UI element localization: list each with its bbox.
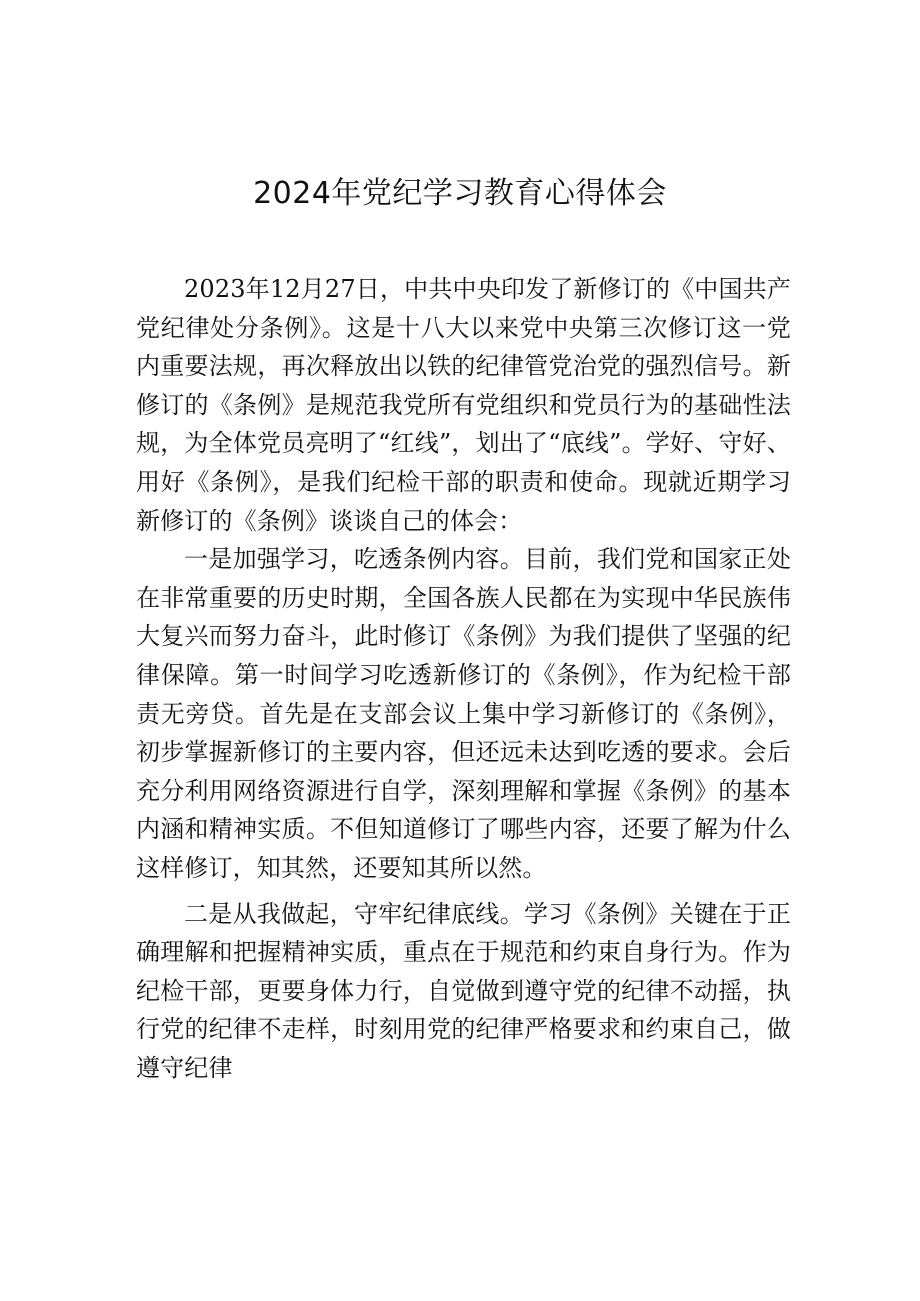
- paragraph-point-two: 二是从我做起，守牢纪律底线。学习《条例》关键在于正确理解和把握精神实质，重点在于规范和约束自身行为。作为纪检干部，更要身体力行，自觉做到遵守党的纪律不动摇，执行党的纪律不走样，时刻用党的纪律严格要求和约束自己，做遵守纪律: [136, 899, 791, 1082]
- paragraph-intro: 2023年12月27日，中共中央印发了新修订的《中国共产党纪律处分条例》。这是十八大以来党中央第三次修订这一党内重要法规，再次释放出以铁的纪律管党治党的强烈信号。新修订的《条例》是规范我党所有党组织和党员行为的基础性法规，为全体党员亮明了“红线”，划出了“底线”。学好、守好、用好《条例》，是我们纪检干部的职责和使命。现就近期学习新修订的《条例》谈谈自己的体会：: [136, 275, 791, 535]
- paragraph-point-one: 一是加强学习，吃透条例内容。目前，我们党和国家正处在非常重要的历史时期，全国各族人民都在为实现中华民族伟大复兴而努力奋斗，此时修订《条例》为我们提供了坚强的纪律保障。第一时间学习吃透新修订的《条例》，作为纪检干部责无旁贷。首先是在支部会议上集中学习新修订的《条例》，初步掌握新修订的主要内容，但还远未达到吃透的要求。会后充分利用网络资源进行自学，深刻理解和掌握《条例》的基本内涵和精神实质。不但知道修订了哪些内容，还要了解为什么这样修订，知其然，还要知其所以然。: [136, 545, 791, 882]
- document-body: [136, 270, 791, 1087]
- document-title: 2024年党纪学习教育心得体会: [253, 176, 667, 211]
